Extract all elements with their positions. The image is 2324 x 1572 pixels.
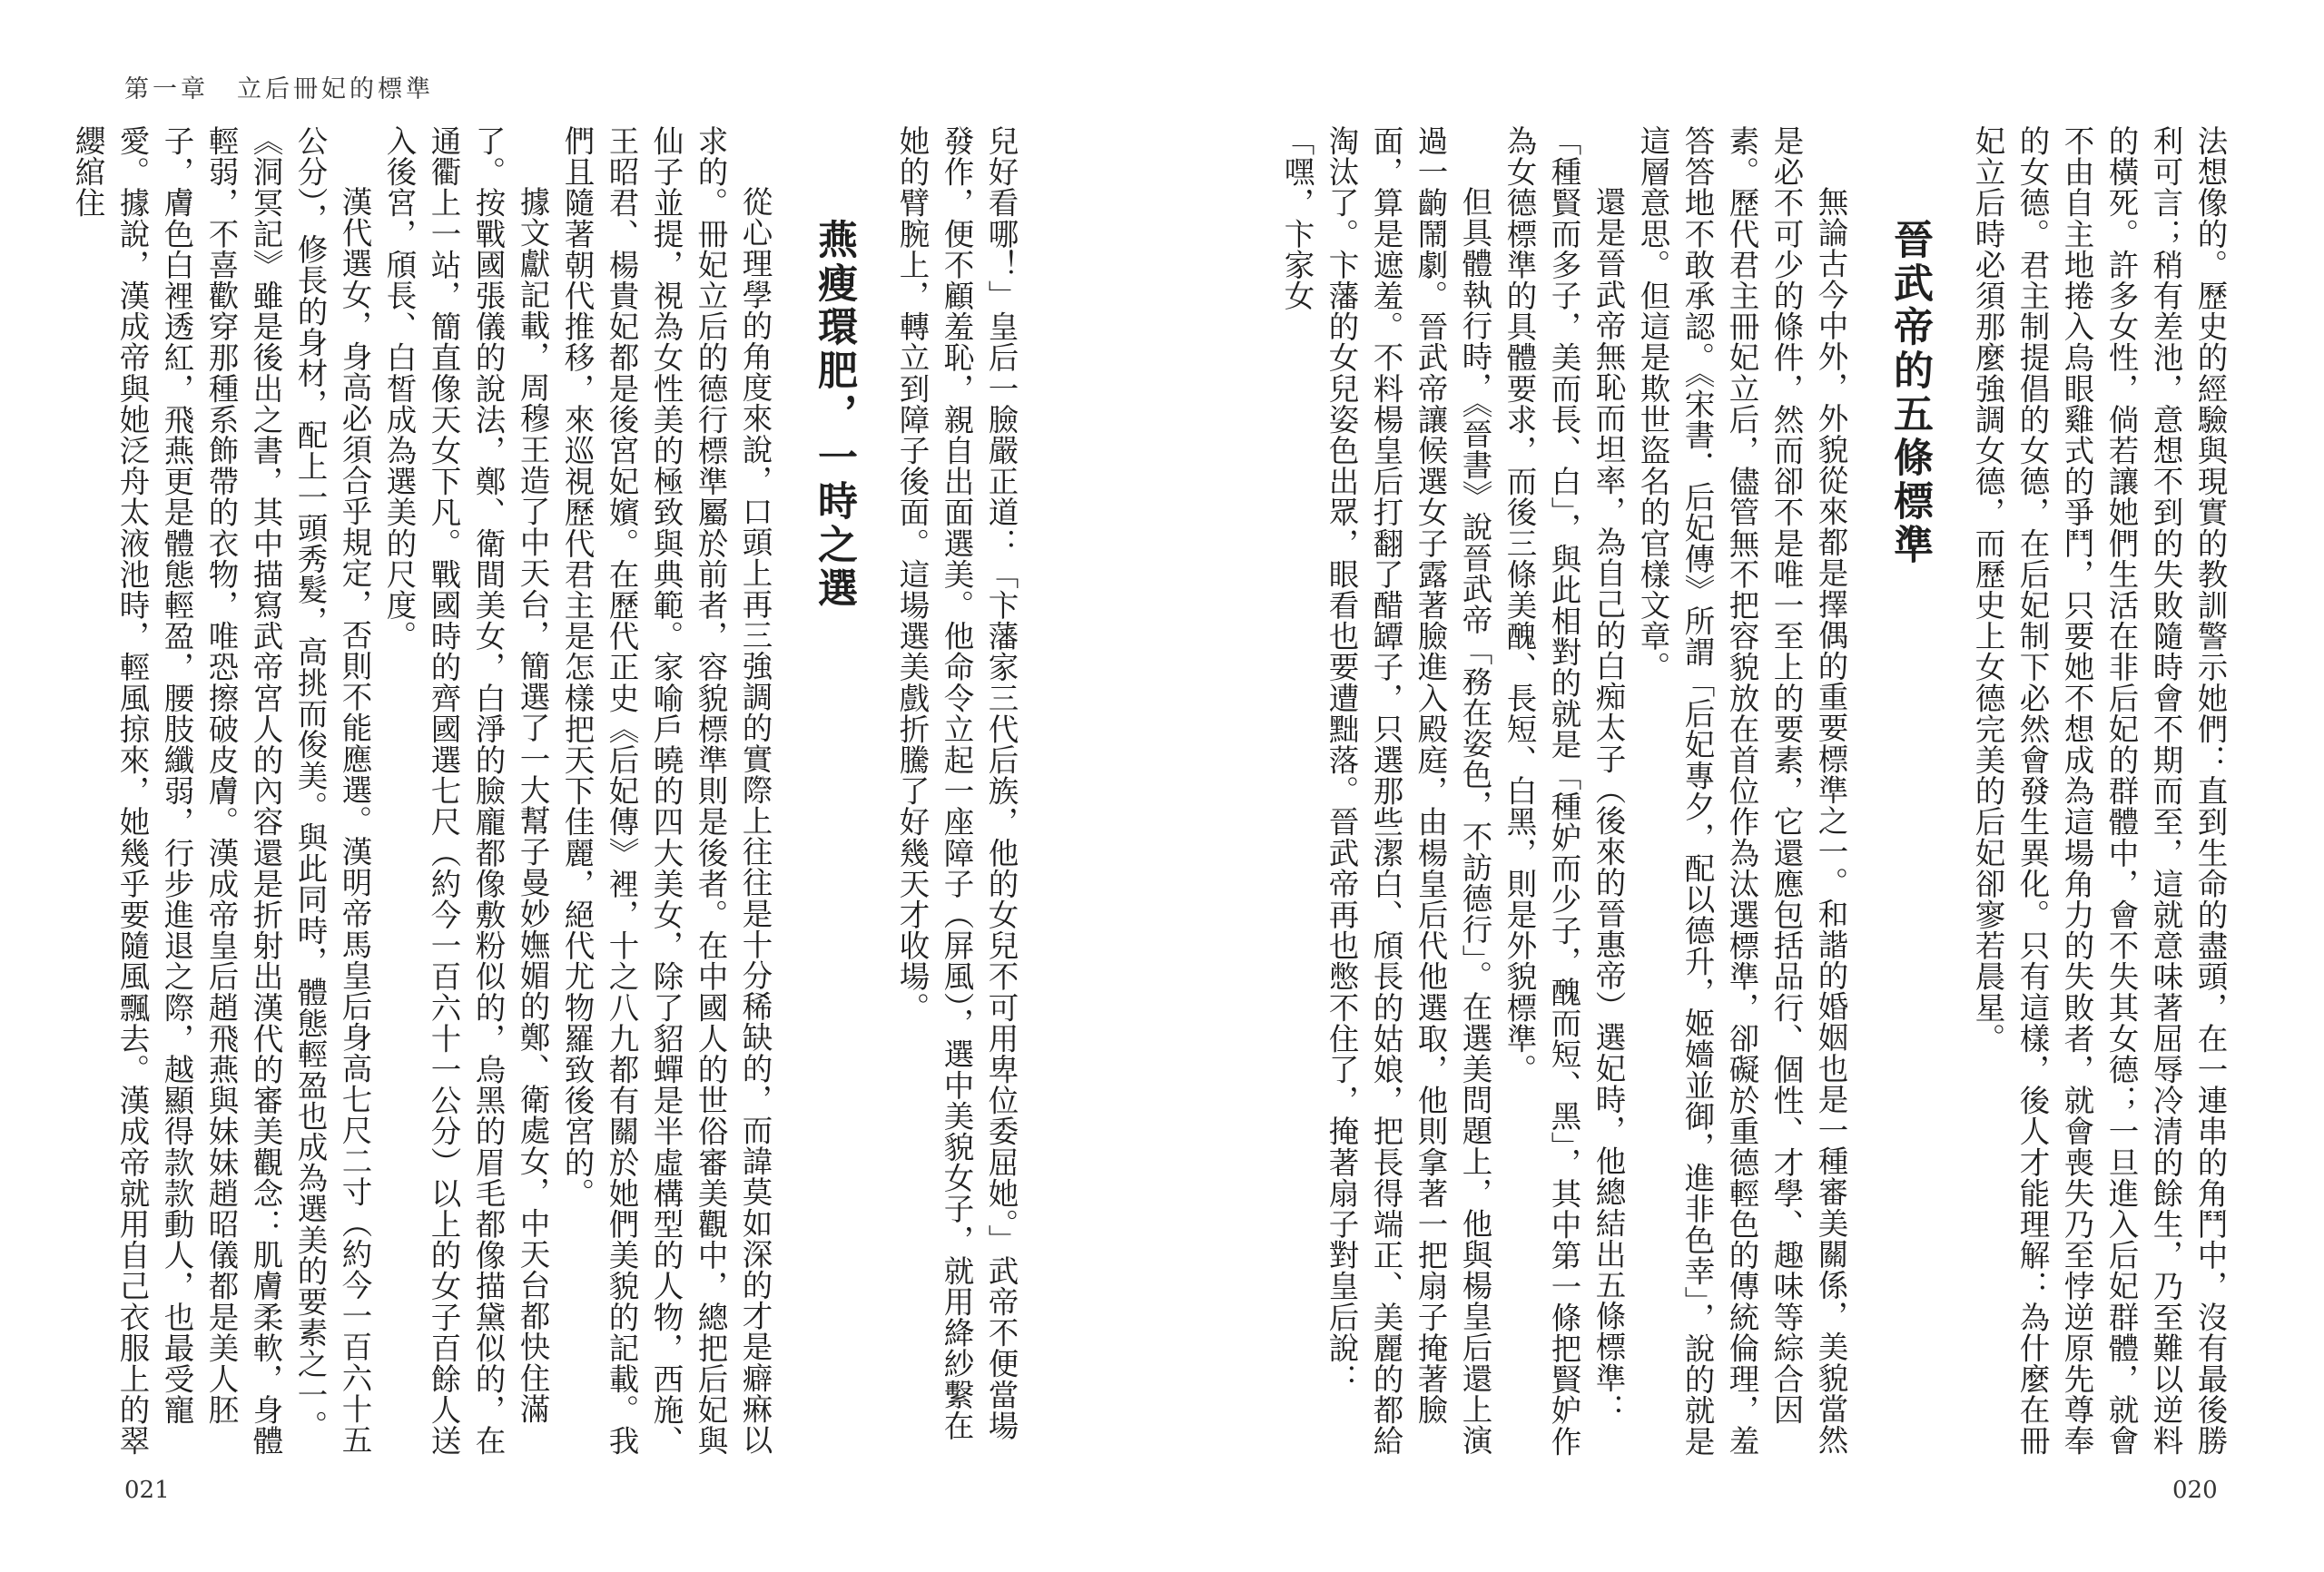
right-page xyxy=(1162,0,2324,1572)
paragraph: 漢代選女，身高必須合乎規定，否則不能應選。漢明帝馬皇后身高七尺二寸（約今一百六十五公分），修長的身材，配上一頭秀髮，高挑而俊美。與此同時，體態輕盈也成為選美的要素之一。《洞冥記》雖是後出之書，其中描寫武帝宮人的內容還是折射出漢代的審美觀念：肌膚柔軟，身體輕弱，不喜歡穿那種系飾帶的衣物，唯恐擦破皮膚。漢成帝皇后趙飛燕與妹妹趙昭儀都是美人胚子，膚色白裡透紅，飛燕更是體態輕盈，腰肢纖弱，行步進退之際，越顯得款款動人，也最受寵愛。據說，漢成帝與她泛舟太液池時，輕風掠來，她幾乎要隨風飄去。漢成帝就用自己衣服上的翠纓綰住 xyxy=(70,125,372,1457)
paragraph: 從心理學的角度來說，口頭上再三強調的實際上往往是十分稀缺的，而諱莫如深的才是癖痳以求的。冊妃立后的德行標準屬於前者，容貌標準則是後者。在中國人的世俗審美觀中，總把后妃與仙子並提，視為女性美的極致與典範。家喻戶曉的四大美女，除了貂蟬是半虛構型的人物，西施、王昭君、楊貴妃都是後宮妃嬪。在歷代正史《后妃傳》裡，十之八九都有關於她們美貌的記載。我們且隨著朝代推移，來巡視歷代君主是怎樣把天下佳麗，絕代尤物羅致後宮的。 xyxy=(559,125,773,1457)
paragraph: 無論古今中外，外貌從來都是擇偶的重要標準之一。和諧的婚姻也是一種審美關係，美貌當然是必不可少的條件，然而卻不是唯一至上的要素，它還應包括品行、個性、才學、趣味等綜合因素。歷代君主冊妃立后，儘管無不把容貌放在首位作為汰選標準，卻礙於重德輕色的傳統倫理，羞答答地不敢承認。《宋書．后妃傳》所謂「后妃專夕，配以德升，姬嬙並御，進非色幸」，說的就是這層意思。但這是欺世盜名的官樣文章。 xyxy=(1635,125,1848,1457)
page-number: 021 xyxy=(124,1477,170,1504)
section-heading: 晉武帝的五條標準 xyxy=(1886,219,1933,567)
section-heading: 燕瘦環肥，一時之選 xyxy=(811,219,857,611)
paragraph: 還是晉武帝無恥而坦率，為自己的白痴太子（後來的晉惠帝）選妃時，他總結出五條標準：「種賢而多子，美而長、白」，與此相對的就是「種妒而少子，醜而短、黑」，其中第一條把賢妒作為女德標準的具體要求，而後三條美醜、長短、白黑，則是外貌標準。 xyxy=(1502,125,1626,1457)
left-page-body xyxy=(70,125,1023,1459)
page-number: 020 xyxy=(2172,1477,2218,1504)
right-page-body xyxy=(1279,125,2232,1459)
paragraph: 兒好看哪！」皇后一臉嚴正道：「卞藩家三代后族，他的女兒不可用卑位委屈她。」武帝不便當場發作，便不顧羞恥，親自出面選美。他命令立起一座障子（屏風），選中美貌女子，就用絳紗繫在她的臂腕上，轉立到障子後面。這場選美戲折騰了好幾天才收場。 xyxy=(894,125,1019,1441)
paragraph: 法想像的。歷史的經驗與現實的教訓警示她們：直到生命的盡頭，在一連串的角鬥中，沒有最後勝利可言；稍有差池，意想不到的失敗隨時會不期而至，這就意味著屈辱冷清的餘生，乃至難以逆料的橫死。許多女性，倘若讓她們生活在非后妃的群體中，會不失其女德；一旦進入后妃群體，就會不由自主地捲入烏眼雞式的爭鬥，只要她不想成為這場角力的失敗者，就會喪失乃至悖逆原先尊奉的女德。君主制提倡的女德，在后妃制下必然會發生異化。只有這樣，後人才能理解：為什麼在冊妃立后時必須那麼強調女德，而歷史上女德完美的后妃卻寥若晨星。 xyxy=(1970,125,2228,1457)
paragraph: 據文獻記載，周穆王造了中天台，簡選了一大幫子曼妙嫵媚的鄭、衛處女，中天台都快住滿了。按戰國張儀的說法，鄭、衛間美女，白淨的臉龐都像敷粉似的，烏黑的眉毛都像描黛似的，在通衢上一站，簡直像天女下凡。戰國時的齊國選七尺（約今一百六十一公分）以上的女子百餘人送入後宮，頎長、白皙成為選美的尺度。 xyxy=(381,125,550,1457)
paragraph: 但具體執行時，《晉書》說晉武帝「務在姿色，不訪德行」。在選美問題上，他與楊皇后還上演過一齣鬧劇。晉武帝讓候選女子露著臉進入殿庭，由楊皇后代他選取，他則拿著一把扇子掩著臉面，算是遮羞。不料楊皇后打翻了醋罈子，只選那些潔白、頎長的姑娘，把長得端正、美麗的都給淘汰了。卞藩的女兒姿色出眾，眼看也要遭黜落。晉武帝再也憋不住了，掩著扇子對皇后說：「嘿，卞家女 xyxy=(1279,125,1492,1457)
running-header: 第一章 立后冊妃的標準 xyxy=(124,75,434,103)
